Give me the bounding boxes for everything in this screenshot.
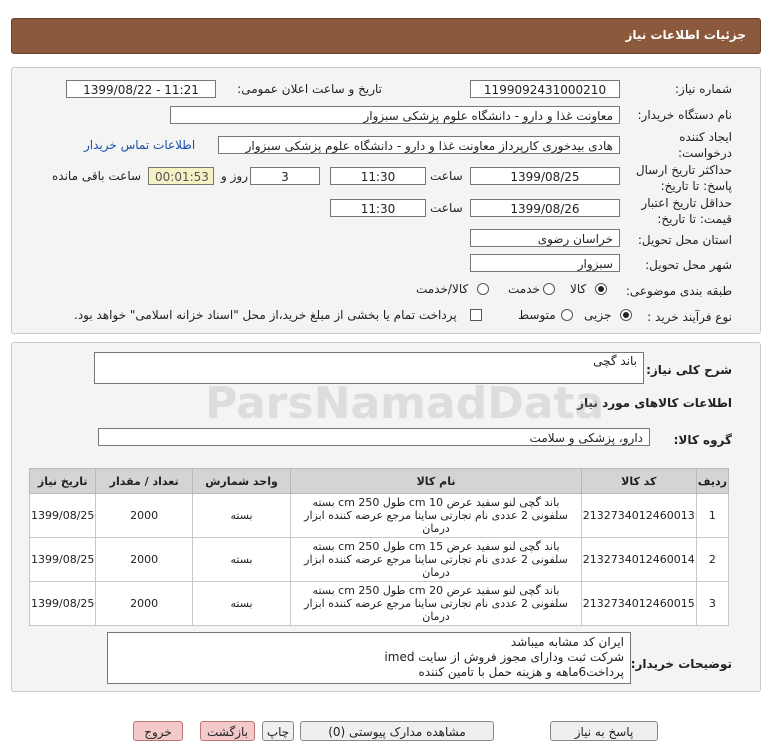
validity-date-field: 1399/08/26 — [470, 199, 620, 217]
col-code-header: کد کالا — [581, 469, 696, 494]
table-row — [30, 582, 729, 626]
col-qty-header: تعداد / مقدار — [96, 469, 192, 494]
general-desc-field: باند گچی — [94, 352, 644, 384]
deadline-date-field: 1399/08/25 — [470, 167, 620, 185]
col-name-header: نام کالا — [291, 469, 582, 494]
row-code: 2132734012460014 — [581, 538, 696, 582]
purchase-type-label: نوع فرآیند خرید : — [647, 310, 732, 324]
row-date: 1399/08/25 — [30, 582, 96, 626]
purchase-minor-radio[interactable] — [620, 309, 632, 321]
announce-label: تاریخ و ساعت اعلان عمومی: — [237, 82, 382, 96]
validity-time-field: 11:30 — [330, 199, 426, 217]
row-qty: 2000 — [96, 582, 192, 626]
row-unit: بسته — [192, 582, 290, 626]
province-field: خراسان رضوی — [470, 229, 620, 247]
goods-table — [29, 468, 729, 626]
buyer-org-field: معاونت غذا و دارو - دانشگاه علوم پزشکی سبزوار — [170, 106, 620, 124]
creator-label: ایجاد کننده درخواست: — [678, 130, 732, 160]
row-name: باند گچی لنو سفید عرض cm 15 طول cm 250 بسته سلفونی 2 عددی نام تجارتی ساینا مرجع عرضه کننده ابزار درمان — [291, 538, 582, 582]
row-date: 1399/08/25 — [30, 494, 96, 538]
table-row — [30, 538, 729, 582]
category-goods-label: کالا — [570, 282, 587, 296]
category-label: طبقه بندی موضوعی: — [625, 284, 732, 298]
exit-button[interactable]: خروج — [133, 721, 183, 741]
category-goods-service-radio[interactable] — [477, 283, 489, 295]
row-qty: 2000 — [96, 494, 192, 538]
row-index: 3 — [696, 582, 728, 626]
row-index: 2 — [696, 538, 728, 582]
row-date: 1399/08/25 — [30, 538, 96, 582]
table-row — [30, 494, 729, 538]
deadline-time-field: 11:30 — [330, 167, 426, 185]
row-name: باند گچی لنو سفید عرض cm 20 طول cm 250 بسته سلفونی 2 عددی نام تجارتی ساینا مرجع عرضه کننده ابزار درمان — [291, 582, 582, 626]
goods-table-header — [30, 469, 729, 494]
city-field: سبزوار — [470, 254, 620, 272]
days-label: روز و — [221, 169, 248, 183]
validity-label: حداقل تاریخ اعتبار قیمت: تا تاریخ: — [641, 196, 732, 226]
watermark: ParsNamadData — [205, 378, 605, 429]
goods-group-field: دارو، پزشکی و سلامت — [98, 428, 650, 446]
print-button[interactable]: چاپ — [262, 721, 294, 741]
treasury-payment-note: پرداخت تمام یا بخشی از مبلغ خرید،از محل "اسناد خزانه اسلامی" خواهد بود. — [74, 308, 457, 322]
back-button[interactable]: بازگشت — [200, 721, 255, 741]
row-unit: بسته — [192, 538, 290, 582]
row-qty: 2000 — [96, 538, 192, 582]
buyer-note-line: پرداخت6ماهه و هزینه حمل با تامین کننده — [418, 665, 624, 679]
need-number-label: شماره نیاز: — [675, 82, 732, 96]
row-name: باند گچی لنو سفید عرض cm 10 طول cm 250 بسته سلفونی 2 عددی نام تجارتی ساینا مرجع عرضه کننده ابزار درمان — [291, 494, 582, 538]
page-title: جزئیات اطلاعات نیاز — [625, 28, 746, 42]
announce-field: 1399/08/22 - 11:21 — [66, 80, 216, 98]
buyer-org-label: نام دستگاه خریدار: — [637, 108, 732, 122]
general-desc-label: شرح کلی نیاز: — [646, 363, 732, 377]
purchase-medium-label: متوسط — [518, 308, 556, 322]
row-code: 2132734012460013 — [581, 494, 696, 538]
province-label: استان محل تحویل: — [637, 233, 732, 247]
buyer-notes-box — [107, 632, 631, 684]
col-date-header: تاریخ نیاز — [30, 469, 96, 494]
col-unit-header: واحد شمارش — [192, 469, 290, 494]
deadline-time-label: ساعت — [430, 169, 463, 183]
buyer-notes-label: توضیحات خریدار: — [630, 657, 732, 671]
goods-group-label: گروه کالا: — [673, 433, 732, 447]
goods-info-title: اطلاعات کالاهای مورد نیاز — [577, 396, 732, 410]
purchase-medium-radio[interactable] — [561, 309, 573, 321]
category-service-label: خدمت — [508, 282, 540, 296]
col-index-header: ردیف — [696, 469, 728, 494]
treasury-payment-checkbox[interactable] — [470, 309, 482, 321]
reply-button[interactable]: پاسخ به نیاز — [550, 721, 658, 741]
city-label: شهر محل تحویل: — [645, 258, 732, 272]
days-field: 3 — [250, 167, 320, 185]
need-number-field: 1199092431000210 — [470, 80, 620, 98]
row-index: 1 — [696, 494, 728, 538]
purchase-minor-label: جزیی — [584, 308, 612, 322]
category-goods-service-label: کالا/خدمت — [416, 282, 469, 296]
buyer-contact-link[interactable]: اطلاعات تماس خریدار — [84, 138, 196, 152]
remaining-label: ساعت باقی مانده — [52, 169, 142, 183]
deadline-label: حداکثر تاریخ ارسال پاسخ: تا تاریخ: — [635, 163, 732, 193]
buyer-note-line: شرکت ثبت ودارای مجوز فروش از سایت imed — [384, 650, 624, 664]
view-attachments-button[interactable]: مشاهده مدارک پیوستی (0) — [300, 721, 494, 741]
row-unit: بسته — [192, 494, 290, 538]
category-goods-radio[interactable] — [595, 283, 607, 295]
remaining-time-field: 00:01:53 — [148, 167, 214, 185]
buyer-note-line: ایران کد مشابه میباشد — [510, 635, 624, 649]
row-code: 2132734012460015 — [581, 582, 696, 626]
validity-time-label: ساعت — [430, 201, 463, 215]
page-header — [11, 18, 761, 54]
creator-field: هادی بیدخوری کارپرداز معاونت غذا و دارو - دانشگاه علوم پزشکی سبزوار — [218, 136, 620, 154]
category-service-radio[interactable] — [543, 283, 555, 295]
